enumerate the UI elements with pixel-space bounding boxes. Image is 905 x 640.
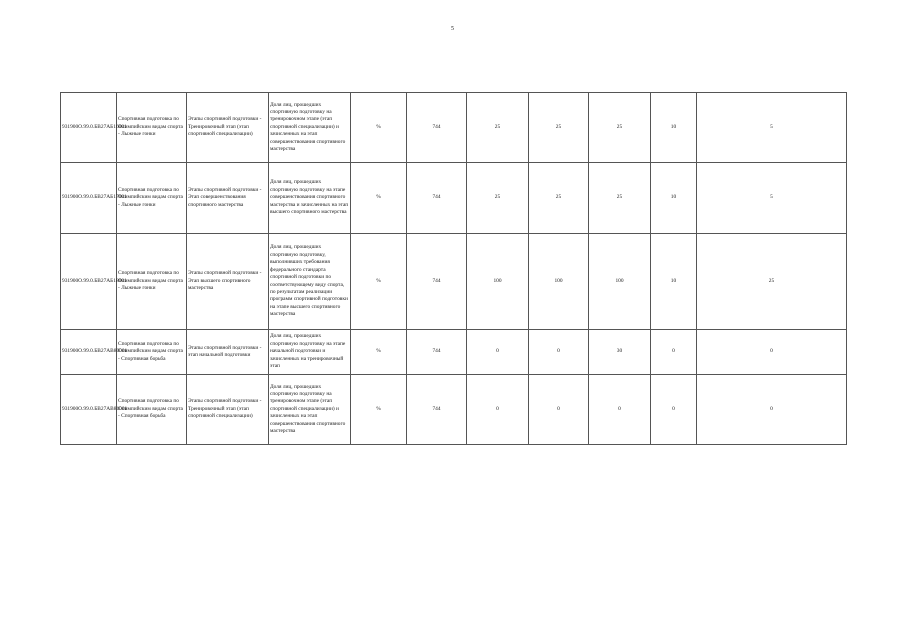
okei-cell: 744 — [407, 375, 467, 445]
unit-cell: % — [351, 93, 407, 163]
value-cell: 0 — [529, 375, 589, 445]
sport-cell: Спортивная подготовка по Олимпийским видам спорта - Лыжные гонки — [117, 93, 187, 163]
value-cell: 0 — [697, 330, 847, 375]
sport-cell: Спортивная подготовка по Олимпийским видам спорта - Лыжные гонки — [117, 163, 187, 234]
unit-cell: % — [351, 375, 407, 445]
value-cell: 25 — [467, 163, 529, 234]
value-cell: 30 — [589, 330, 651, 375]
page-number: 5 — [451, 26, 454, 32]
value-cell: 0 — [651, 330, 697, 375]
value-cell: 10 — [651, 93, 697, 163]
table-row — [61, 163, 847, 234]
stage-cell: Этапы спортивной подготовки - этап начальной подготовки — [187, 330, 269, 375]
value-cell: 25 — [467, 93, 529, 163]
indicator-cell: Доля лиц, прошедших спортивную подготовку на этапе начальной подготовки и зачисленных на тренировочный этап — [269, 330, 351, 375]
table-row — [61, 375, 847, 445]
value-cell: 0 — [467, 375, 529, 445]
value-cell: 100 — [529, 234, 589, 330]
value-cell: 0 — [651, 375, 697, 445]
sport-cell: Спортивная подготовка по Олимпийским видам спорта - Лыжные гонки — [117, 234, 187, 330]
table-row — [61, 330, 847, 375]
value-cell: 0 — [589, 375, 651, 445]
sport-cell: Спортивная подготовка по Олимпийским видам спорта - Спортивная борьба — [117, 330, 187, 375]
unit-cell: % — [351, 234, 407, 330]
value-cell: 10 — [651, 163, 697, 234]
value-cell: 5 — [697, 163, 847, 234]
registry-code-cell: 931900О.99.0.БВ27АБ17001 — [61, 163, 117, 234]
indicators-table — [60, 92, 847, 445]
value-cell: 100 — [589, 234, 651, 330]
stage-cell: Этапы спортивной подготовки - Тренировочный этап (этап спортивной специализации) — [187, 93, 269, 163]
registry-code-cell: 931900О.99.0.БВ27АВ80001 — [61, 330, 117, 375]
value-cell: 100 — [467, 234, 529, 330]
value-cell: 10 — [651, 234, 697, 330]
value-cell: 25 — [697, 234, 847, 330]
okei-cell: 744 — [407, 93, 467, 163]
value-cell: 5 — [697, 93, 847, 163]
stage-cell: Этапы спортивной подготовки - Тренировочный этап (этап спортивной специализации) — [187, 375, 269, 445]
indicator-cell: Доля лиц, прошедших спортивную подготовку на тренировочном этапе (этап спортивной специализации) и зачисленных на этап совершенствования спортивного мастерства — [269, 93, 351, 163]
value-cell: 0 — [529, 330, 589, 375]
okei-cell: 744 — [407, 163, 467, 234]
value-cell: 25 — [589, 93, 651, 163]
stage-cell: Этапы спортивной подготовки - Этап высшего спортивного мастерства — [187, 234, 269, 330]
table-row — [61, 234, 847, 330]
indicator-cell: Доля лиц, прошедших спортивную подготовку на тренировочном этапе (этап спортивной специализации) и зачисленных на этап совершенствования спортивного мастерства — [269, 375, 351, 445]
value-cell: 25 — [529, 93, 589, 163]
unit-cell: % — [351, 330, 407, 375]
value-cell: 0 — [697, 375, 847, 445]
value-cell: 25 — [589, 163, 651, 234]
okei-cell: 744 — [407, 330, 467, 375]
stage-cell: Этапы спортивной подготовки - Этап совершенствования спортивного мастерства — [187, 163, 269, 234]
value-cell: 25 — [529, 163, 589, 234]
registry-code-cell: 931900О.99.0.БВ27АВ81001 — [61, 375, 117, 445]
table-row — [61, 93, 847, 163]
indicator-cell: Доля лиц, прошедших спортивную подготовку, выполнивших требования федерального стандарта спортивной подготовки по соответствующему виду спорта, по результатам реализации программ спортивной подготовки на этапе высшего спортивного мастерства — [269, 234, 351, 330]
unit-cell: % — [351, 163, 407, 234]
registry-code-cell: 931900О.99.0.БВ27АБ18001 — [61, 234, 117, 330]
value-cell: 0 — [467, 330, 529, 375]
okei-cell: 744 — [407, 234, 467, 330]
sport-cell: Спортивная подготовка по Олимпийским видам спорта - Спортивная борьба — [117, 375, 187, 445]
registry-code-cell: 931900О.99.0.БВ27АБ16001 — [61, 93, 117, 163]
indicator-cell: Доля лиц, прошедших спортивную подготовку на этапе совершенствования спортивного мастерства и зачисленных на этап высшего спортивного мастерства — [269, 163, 351, 234]
